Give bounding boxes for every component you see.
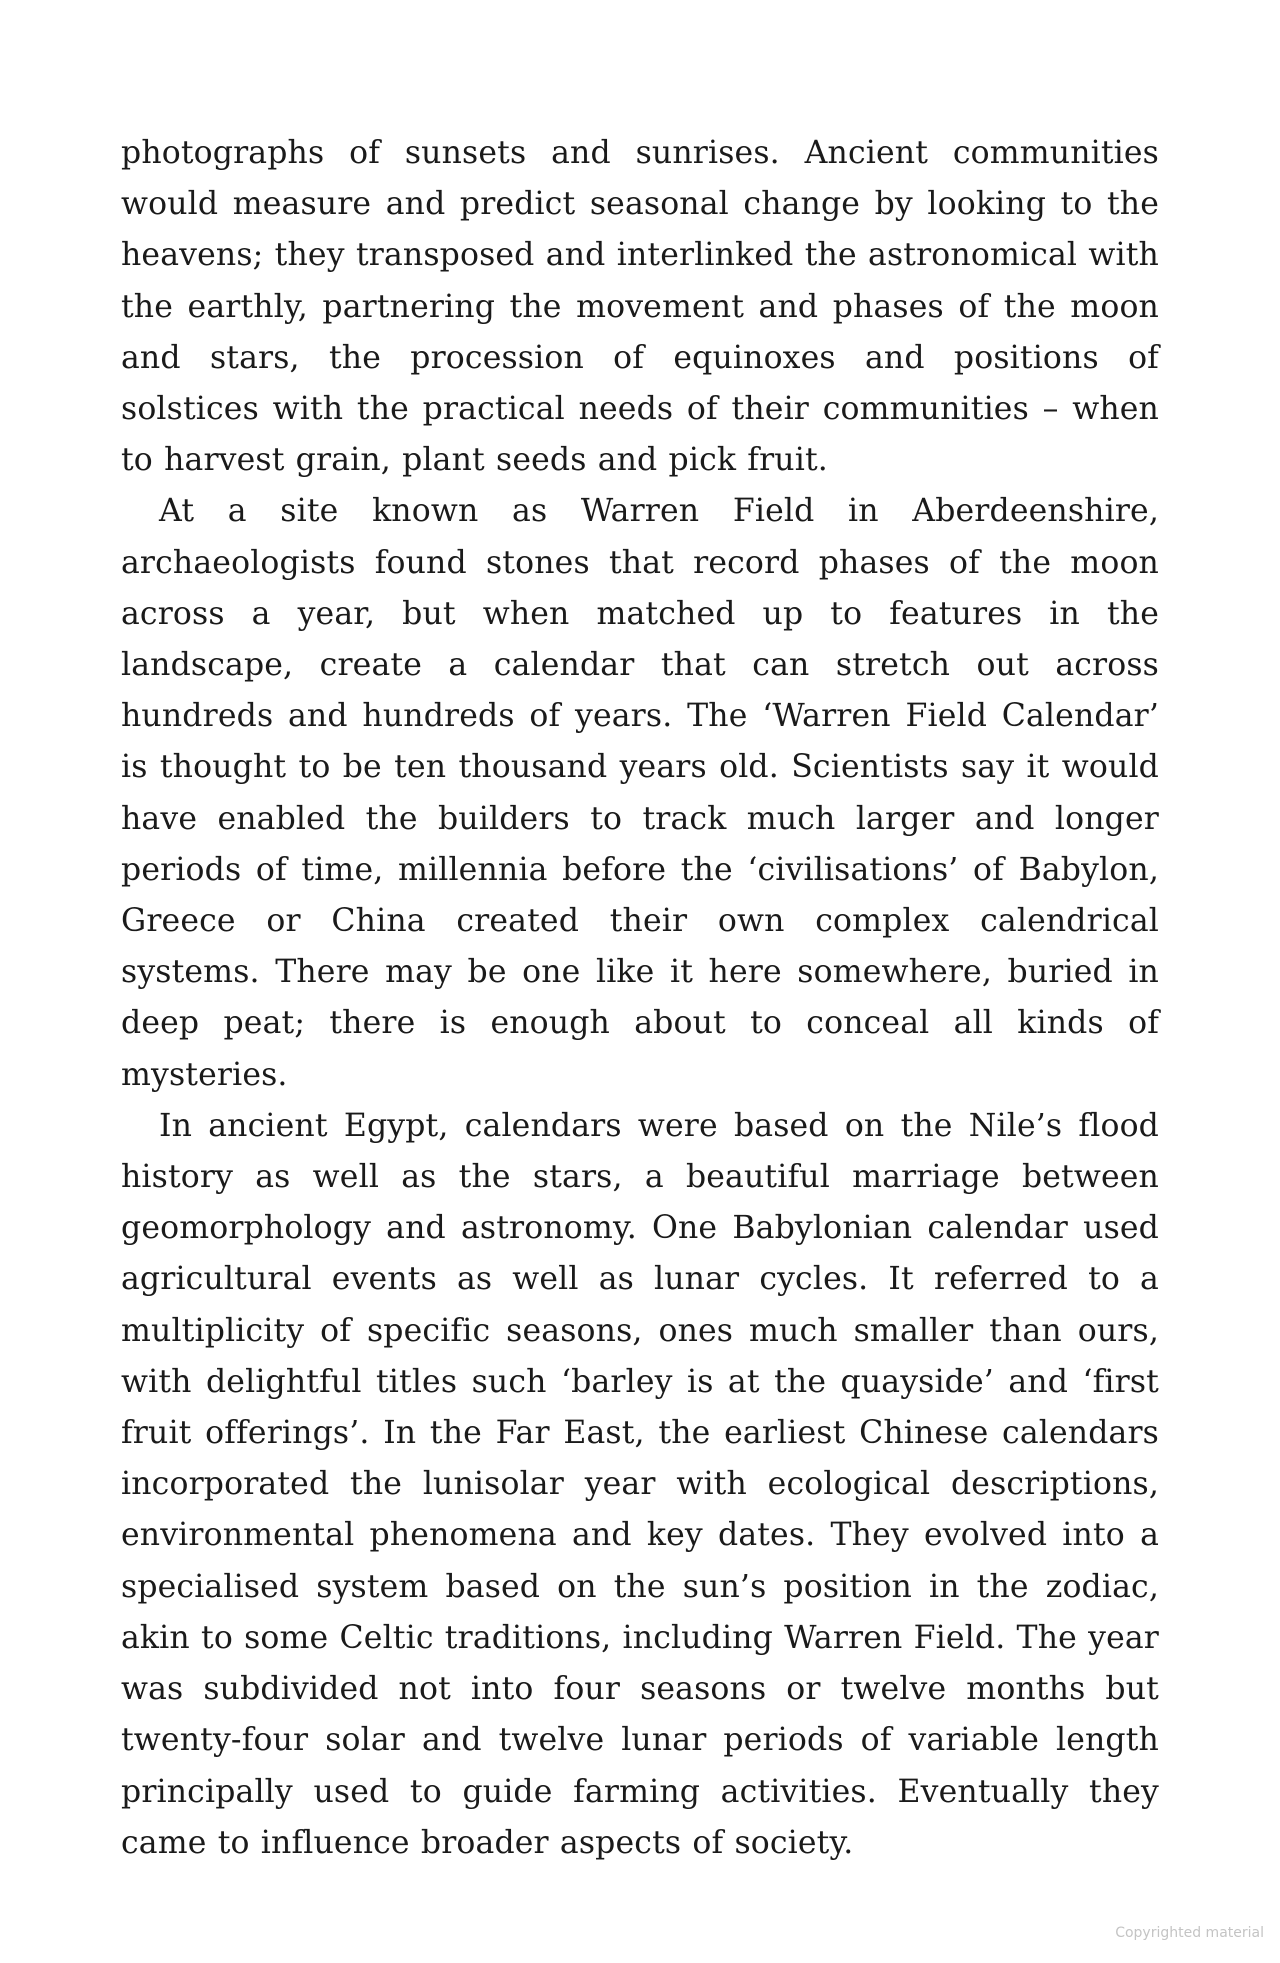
- paragraph-calendars-seasons: photographs of sunsets and sunrises. Ancient communities would measure and predict seasonal change by looking to the heavens; they transposed and interlinked the astronomical with the earthly, partnering the movement and phases of the moon and stars, the procession of equinoxes and positions of solstices with the practical needs of their communities – when to harvest grain, plant seeds and pick fruit.: [121, 135, 1159, 479]
- paragraph-warren-field: At a site known as Warren Field in Aberdeenshire, archaeologists found stones that record phases of the moon across a year, but when matched up to features in the landscape, create a calendar that can stretch out across hundreds and hundreds of years. The ‘Warren Field Calendar’ is thought to be ten thousand years old. Scientists say it would have enabled the builders to track much larger and longer periods of time, millennia before the ‘civilisations’ of Babylon, Greece or China created their own complex calendrical systems. There may be one like it here somewhere, buried in deep peat; there is enough about to conceal all kinds of mysteries.: [121, 493, 1159, 1093]
- paragraph-ancient-calendars: In ancient Egypt, calendars were based on the Nile’s flood history as well as the stars, a beautiful marriage between geomorphology and astronomy. One Babylonian calendar used agricultural events as well as lunar cycles. It referred to a multiplicity of specific seasons, ones much smaller than ours, with delightful titles such ‘barley is at the quayside’ and ‘first fruit offerings’. In the Far East, the earliest Chinese calendars incorporated the lunisolar year with ecological descriptions, environmental phenomena and key dates. They evolved into a specialised system based on the sun’s position in the zodiac, akin to some Celtic traditions, including Warren Field. The year was subdivided not into four seasons or twelve months but twenty-four solar and twelve lunar periods of variable length principally used to guide farming activities. Eventually they came to influence broader aspects of society.: [121, 1107, 1159, 1861]
- book-page: [121, 128, 1159, 1869]
- copyright-watermark: Copyrighted material: [1115, 1925, 1264, 1941]
